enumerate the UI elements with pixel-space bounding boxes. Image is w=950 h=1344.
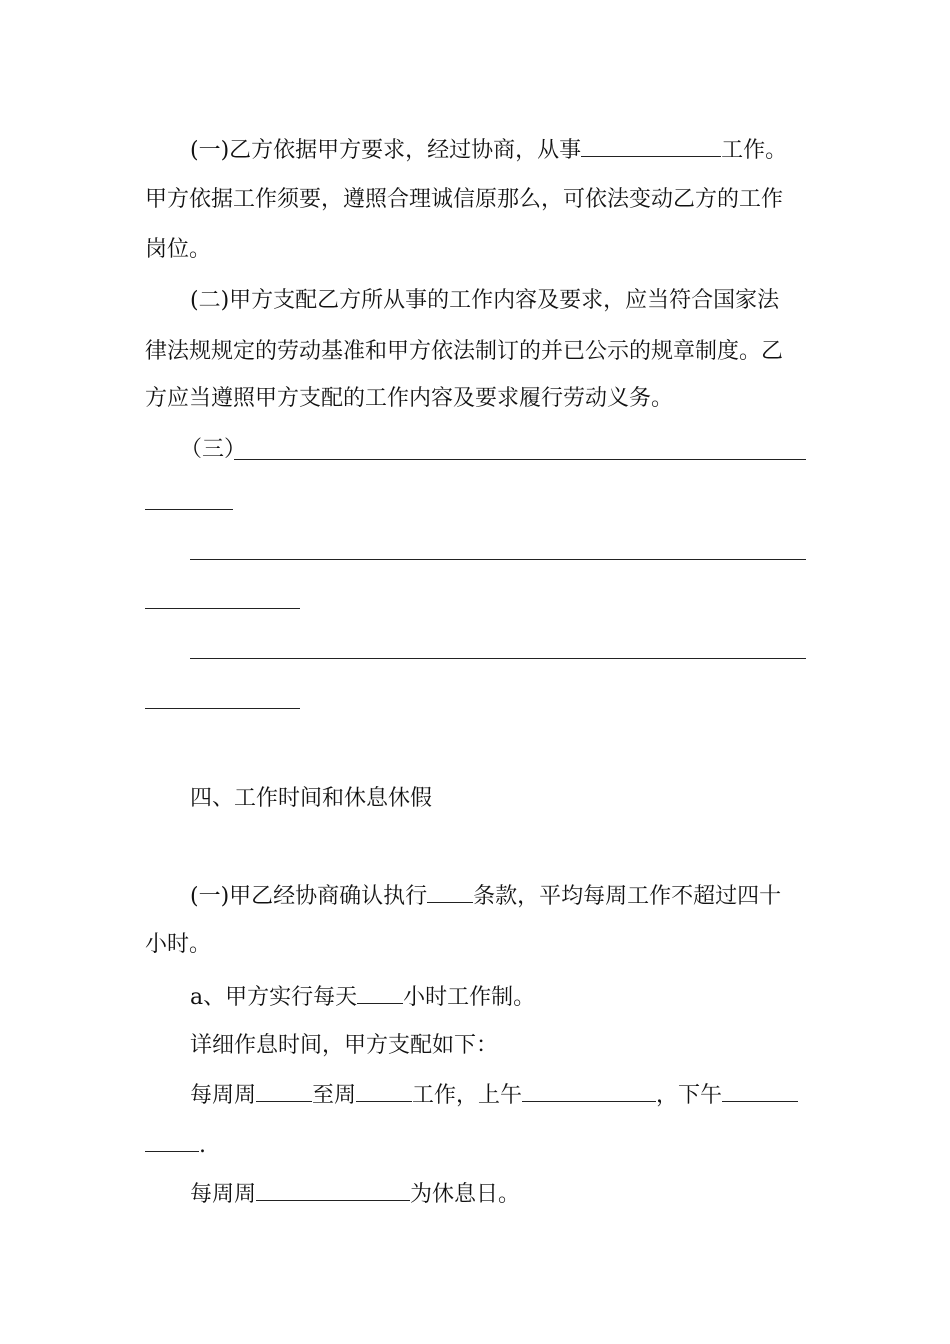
blank-rule-6 — [145, 708, 300, 709]
end-day-blank — [356, 1081, 412, 1102]
blank-rule-5 — [190, 658, 806, 659]
blank-rule-1 — [234, 459, 806, 460]
blank-rule-2 — [145, 509, 233, 510]
para-7-seg-2: 至周 — [312, 1083, 357, 1108]
blank-rule-4 — [145, 608, 300, 609]
para-4-line-1 — [190, 882, 781, 912]
para-4-text-a: (一)甲乙经协商确认执行 — [190, 884, 428, 909]
para-8-line — [190, 1180, 520, 1210]
rest-day-blank — [256, 1180, 410, 1201]
blank-rule-3 — [190, 559, 806, 560]
para-2-line-3: 方应当遵照甲方支配的工作内容及要求履行劳动义务。 — [145, 386, 674, 411]
para-7-seg-1: 每周周 — [190, 1083, 257, 1108]
para-6-line: 详细作息时间，甲方支配如下： — [190, 1033, 499, 1058]
afternoon-hours-blank-a — [722, 1081, 798, 1102]
para-8-text-a: 每周周 — [190, 1182, 257, 1207]
para-5-line — [190, 983, 535, 1013]
para-2-line-2: 律法规规定的劳动基准和甲方依法制订的并已公示的规章制度。乙 — [145, 339, 784, 364]
para-7-line-1 — [190, 1081, 798, 1111]
start-day-blank — [256, 1081, 312, 1102]
afternoon-hours-blank-b — [145, 1131, 199, 1152]
para-8-text-b: 为休息日。 — [410, 1182, 521, 1207]
para-5-text-a: a、甲方实行每天 — [190, 985, 358, 1010]
para-1-line-1 — [190, 136, 787, 166]
hours-per-day-blank — [357, 983, 403, 1004]
para-3-label: （三） — [180, 437, 247, 462]
clause-blank — [427, 882, 473, 903]
para-1-line-3: 岗位。 — [145, 237, 212, 262]
para-1-text-a: (一)乙方依据甲方要求，经过协商，从事 — [190, 138, 582, 163]
para-4-line-2: 小时。 — [145, 932, 212, 957]
para-1-line-2: 甲方依据工作须要，遵照合理诚信原那么，可依法变动乙方的工作 — [145, 187, 784, 212]
section-4-heading: 四、工作时间和休息休假 — [190, 786, 433, 811]
para-4-text-b: 条款，平均每周工作不超过四十 — [473, 884, 782, 909]
para-5-text-b: 小时工作制。 — [403, 985, 536, 1010]
para-1-text-b: 工作。 — [721, 138, 788, 163]
para-7-end: . — [199, 1133, 206, 1158]
morning-hours-blank — [522, 1081, 656, 1102]
para-7-line-2 — [145, 1131, 206, 1161]
job-title-blank — [581, 136, 721, 157]
para-7-seg-4: ，下午 — [656, 1083, 723, 1108]
para-7-seg-3: 工作，上午 — [412, 1083, 523, 1108]
para-2-line-1: (二)甲方支配乙方所从事的工作内容及要求，应当符合国家法 — [190, 288, 780, 313]
